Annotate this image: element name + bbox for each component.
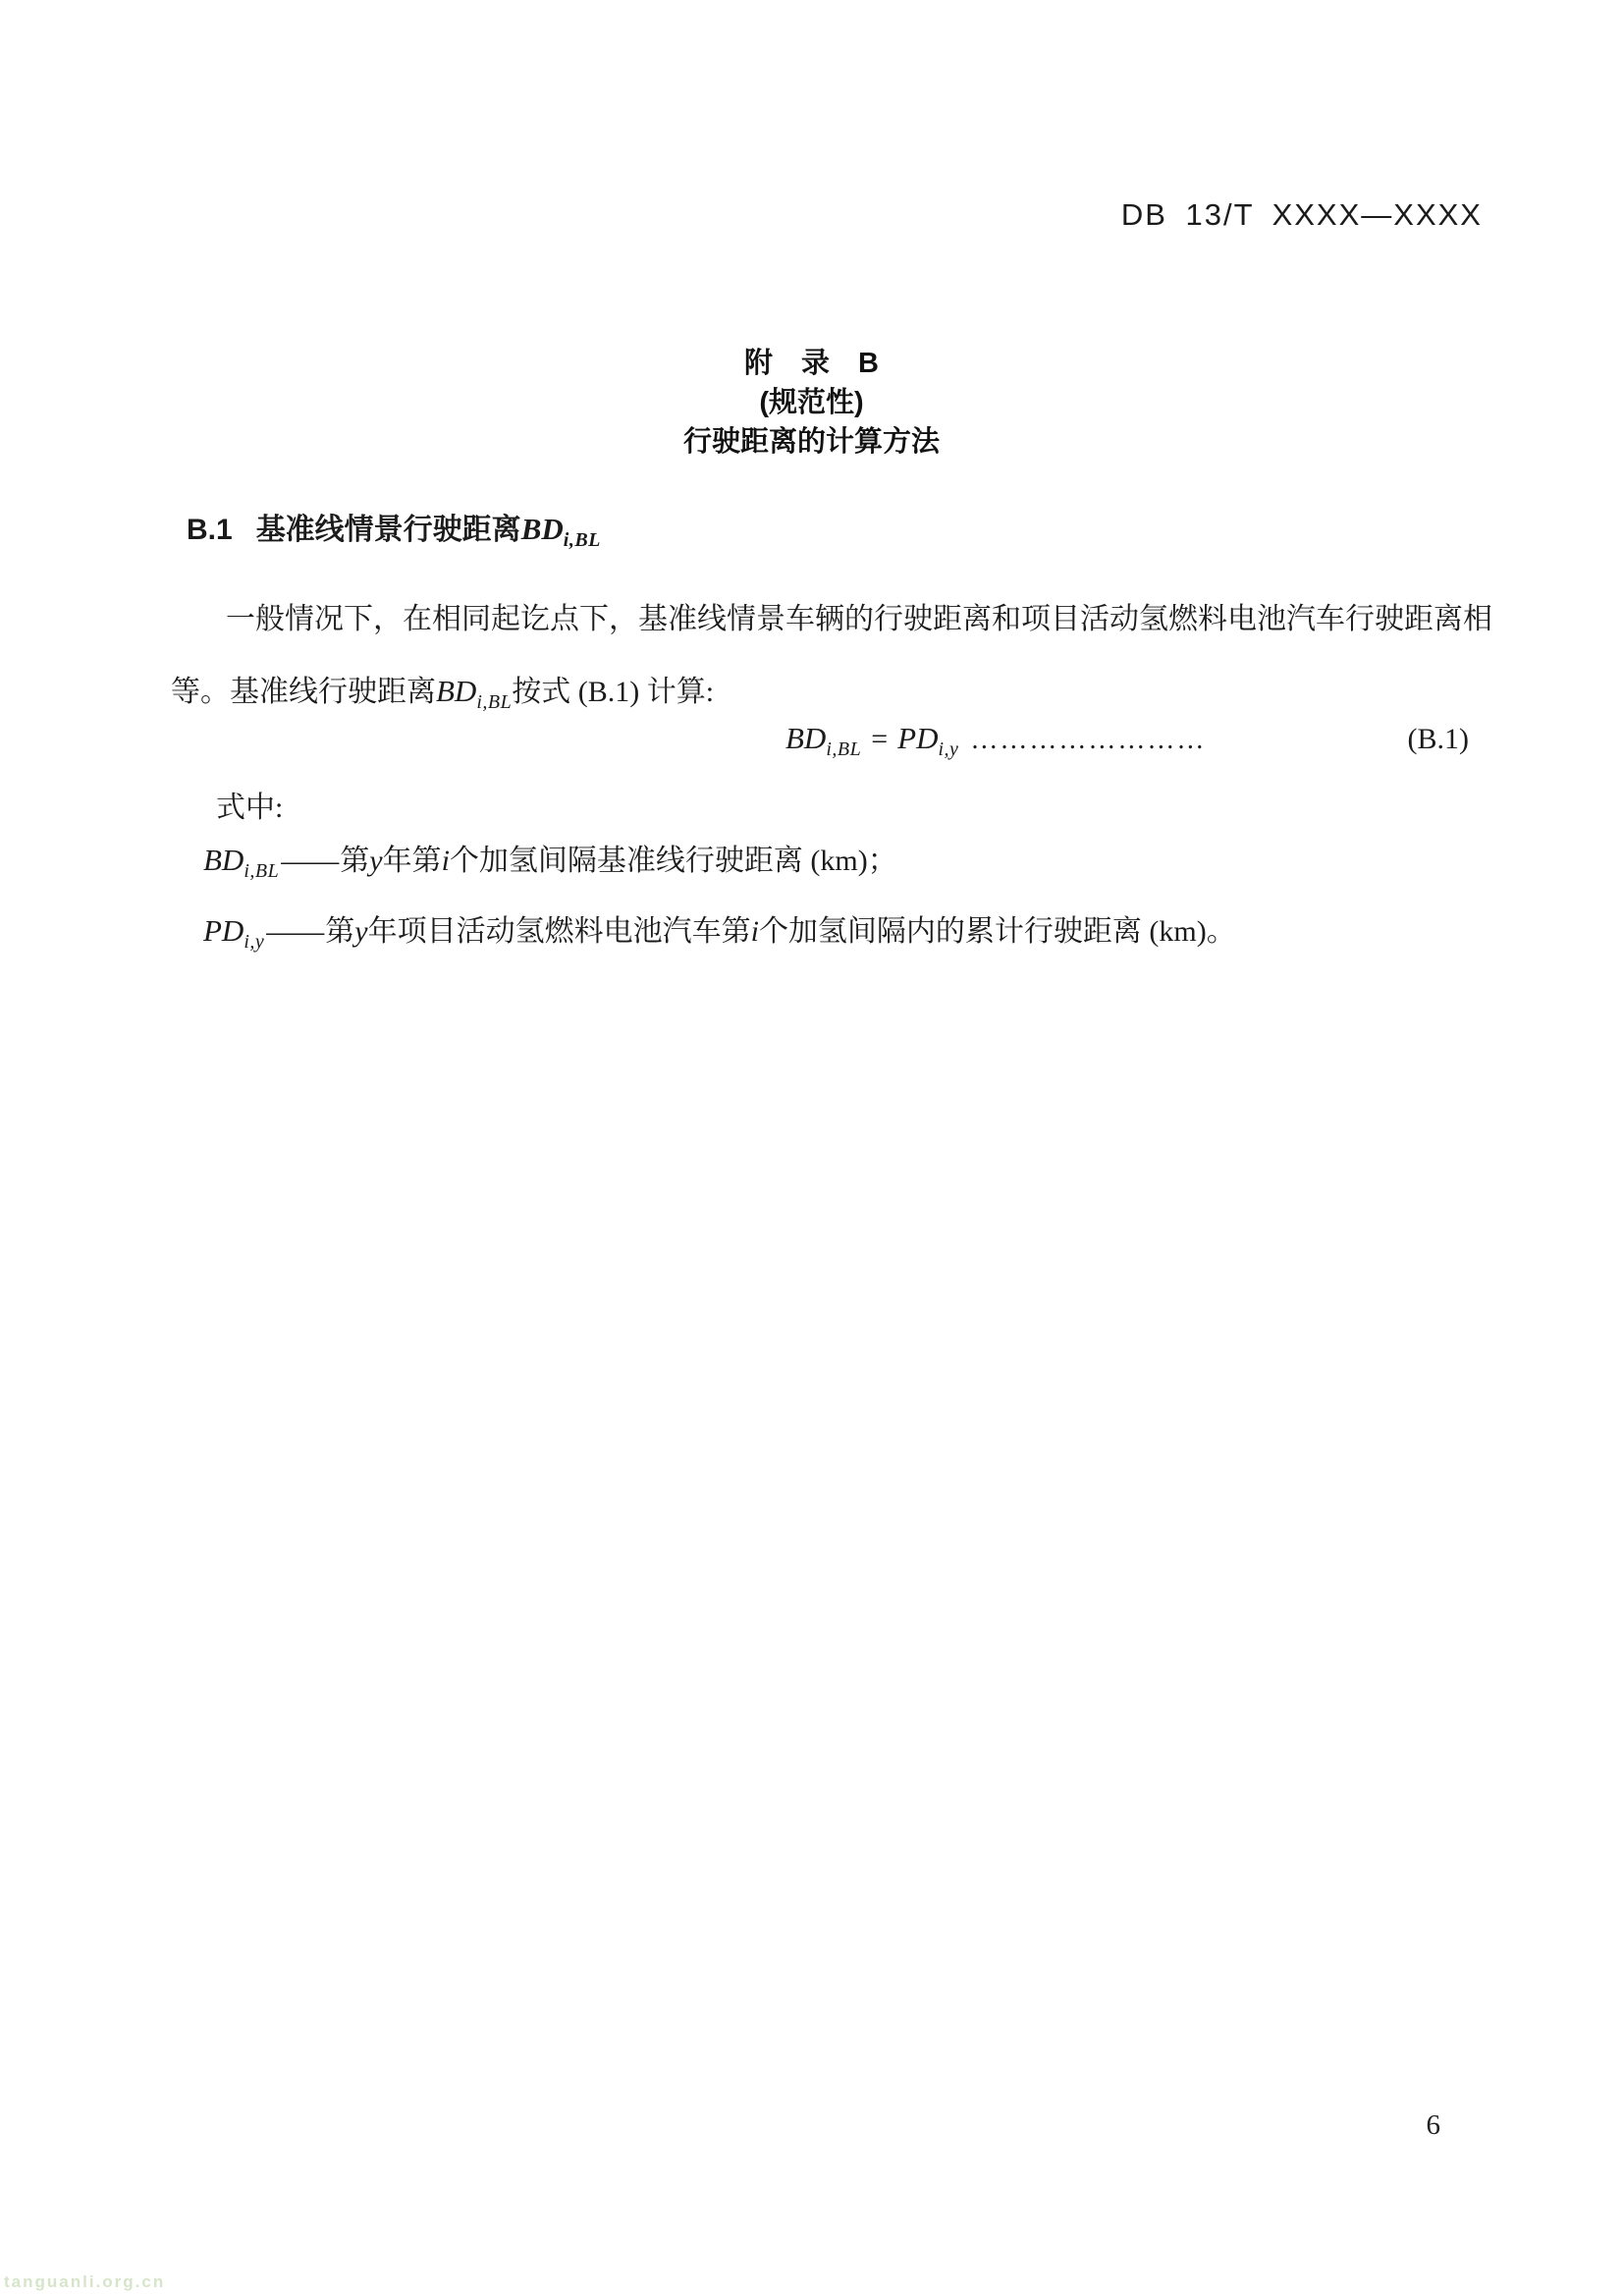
formula-rhs: $PD_{i,y}$	[897, 721, 959, 760]
paragraph-line2-post: 按式 (B.1) 计算:	[512, 676, 715, 708]
definition-pd-variable: $PD_{i,y}$	[203, 913, 265, 953]
italic-i: i	[750, 915, 759, 948]
appendix-subtitle: 行驶距离的计算方法	[682, 426, 940, 458]
definition-bd-variable: $BD_{i,BL}$	[203, 843, 280, 882]
variable-bd-subscript: i,BL	[563, 529, 601, 551]
standard-code-header: DB 13/T XXXX—XXXX	[1120, 197, 1483, 232]
italic-y: y	[354, 915, 368, 948]
formula-lhs: $BD_{i,BL}$	[785, 721, 862, 760]
definition-pd: $PD_{i,y}——$第y年项目活动氢燃料电池汽车第i个加氢间隔内的累计行驶距离 (km)。	[203, 913, 1236, 953]
variable-bd: $BD_{i,BL}$	[520, 512, 601, 551]
italic-i: i	[441, 845, 450, 877]
page-number: 6	[1426, 2109, 1440, 2141]
section-title: 基准线情景行驶距离	[255, 514, 521, 546]
definition-dash: ——	[281, 845, 339, 877]
formula-dots-leader: ……………………	[970, 725, 1207, 755]
appendix-normative-label: (规范性)	[759, 387, 864, 418]
where-label: 式中:	[216, 792, 284, 824]
formula-equals-sign: =	[871, 723, 889, 755]
italic-y: y	[369, 845, 383, 877]
section-b1-heading	[187, 505, 601, 552]
paragraph-line2-pre: 等。基准线行驶距离	[171, 676, 436, 708]
formula-number: (B.1)	[1407, 723, 1469, 755]
definition-bd: $BD_{i,BL}——$第y年第i个加氢间隔基准线行驶距离 (km)；	[203, 843, 897, 882]
variable-bd-inline: $BD_{i,BL}$	[436, 674, 513, 713]
appendix-title: 附 录 B	[744, 348, 879, 379]
paragraph-line1: 一般情况下，在相同起讫点下，基准线情景车辆的行驶距离和项目活动氢燃料电池汽车行驶距离相	[226, 603, 1492, 635]
watermark: tanguanli.org.cn	[4, 2272, 166, 2291]
section-number: B.1	[187, 514, 233, 546]
formula-b1	[171, 716, 1469, 772]
definition-dash: ——	[266, 915, 324, 948]
appendix-title-block	[0, 344, 1623, 462]
